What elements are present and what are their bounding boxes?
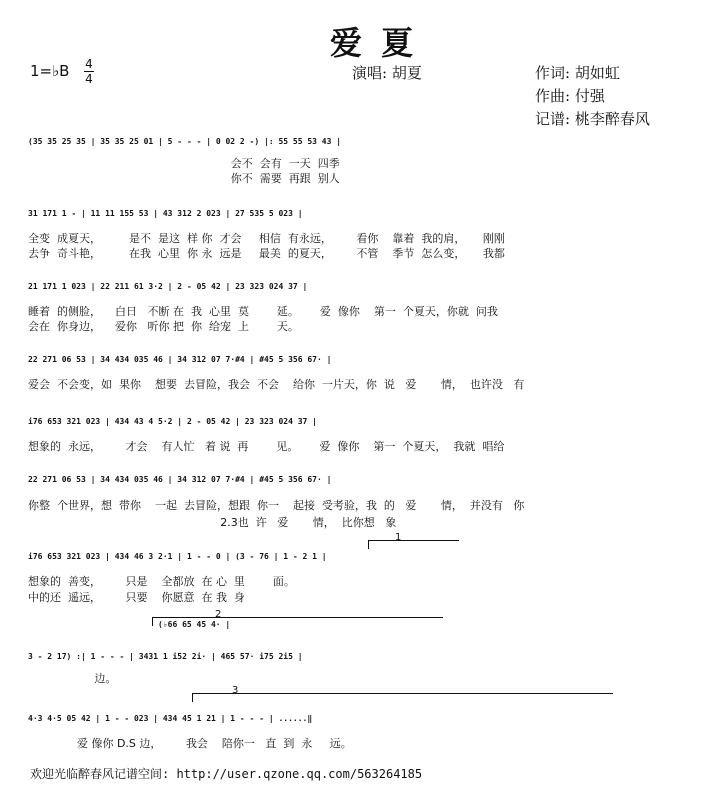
score-line-3-lyrics-verse2: 会在 你身边， 爱你 听你 把 你 给宠 上 天。 (28, 320, 299, 333)
score-line-8-lyrics-verse1: 边。 (28, 672, 117, 685)
volta-bracket-3 (192, 693, 613, 702)
singer-credit: 演唱: 胡夏 (352, 64, 422, 82)
score-line-5-lyrics-verse1: 想象的 永远， 才会 有人忙 着 说 再 见。 爱 像你 第一 个夏天， 我就 唱给 (28, 440, 505, 453)
score-line-7-notes: i76 653 321 023 | 434 46 3 2·1 | 1 - - 0 | (3 - 76 | 1 - 2 1 | (28, 552, 327, 561)
score-line-1-notes: (35 35 25 35 | 35 35 25 01 | 5 - - - | 0 02 2 -) |: 55 55 53 43 | (28, 137, 342, 146)
composer-credit: 作曲: 付强 (535, 87, 605, 105)
volta-number-3: 3 (232, 685, 239, 696)
time-signature (84, 58, 94, 85)
score-line-8-upper-notes: (♭66 65 45 4· | (158, 620, 231, 629)
score-line-2-notes: 31 171 1 - | 11 11 155 53 | 43 312 2 023 | 27 535 5 023 | (28, 209, 303, 218)
score-line-8-notes: 3 - 2 17) :| 1 - - - | 3431 1 i52 2i· | 465 57· i75 2i5 | (28, 652, 303, 661)
score-line-5-notes: i76 653 321 023 | 434 43 4 5·2 | 2 - 05 42 | 23 323 024 37 | (28, 417, 317, 426)
score-line-1-lyrics-verse2: 你不 需要 再跟 别人 (28, 172, 340, 185)
score-line-3-notes: 21 171 1 023 | 22 211 61 3·2 | 2 - 05 42 | 23 323 024 37 | (28, 282, 308, 291)
score-line-6-lyrics-verse1: 你整 个世界，想 带你 一起 去冒险，想跟 你一 起接 受考验，我 的 爱 情， 并没有 你 (28, 499, 525, 512)
volta-number-1: 1 (395, 532, 402, 543)
score-line-4-notes: 22 271 06 53 | 34 434 035 46 | 34 312 07 7·#4 | #45 5 356 67· | (28, 355, 332, 364)
transcriber-credit: 记谱: 桃李醉春风 (535, 110, 650, 128)
score-line-1-lyrics-verse1: 会不 会有 一天 四季 (28, 157, 340, 170)
footer-credit: 欢迎光临醉春风记谱空间: http://user.qzone.qq.com/563264185 (30, 767, 423, 781)
time-signature-bottom: 4 (85, 72, 93, 86)
score-line-6-lyrics-verse2: 2.3也 许 爱 情， 比你想 象 (28, 516, 397, 529)
score-line-4-lyrics-verse1: 爱会 不会变，如 果你 想要 去冒险，我会 不会 给你 一片天，你 说 爱 情， 也许没 有 (28, 378, 525, 391)
score-line-3-lyrics-verse1: 睡着 的侧脸， 白日 不断 在 我 心里 莫 延。 爱 像你 第一 个夏天，你就 问我 (28, 305, 498, 318)
key-signature: 1=♭B (30, 62, 70, 80)
score-line-2-lyrics-verse1: 全变 成夏天， 是不 是这 样 你 才会 相信 有永远， 看你 靠着 我的肩， 刚刚 (28, 232, 505, 245)
score-line-6-notes: 22 271 06 53 | 34 434 035 46 | 34 312 07 7·#4 | #45 5 356 67· | (28, 475, 332, 484)
lyricist-credit: 作词: 胡如虹 (535, 64, 620, 82)
time-signature-top: 4 (85, 57, 93, 71)
score-line-9-lyrics-verse1: 爱 像你 D.S 边， 我会 陪你一 直 到 永 远。 (28, 737, 352, 750)
score-line-7-lyrics-verse1: 想象的 善变， 只是 全都放 在 心 里 面。 (28, 575, 295, 588)
song-title: 爱 夏 (330, 24, 418, 62)
score-line-9-notes: 4·3 4·5 05 42 | 1 - - 023 | 434 45 1 21 | 1 - - - | ......‖ (28, 714, 313, 723)
score-line-7-lyrics-verse2: 中的还 遥远， 只要 你愿意 在 我 身 (28, 591, 245, 604)
volta-number-2: 2 (215, 609, 222, 620)
score-line-2-lyrics-verse2: 去争 奇斗艳， 在我 心里 你 永 远是 最美 的夏天， 不管 季节 怎么变， 我都 (28, 247, 505, 260)
